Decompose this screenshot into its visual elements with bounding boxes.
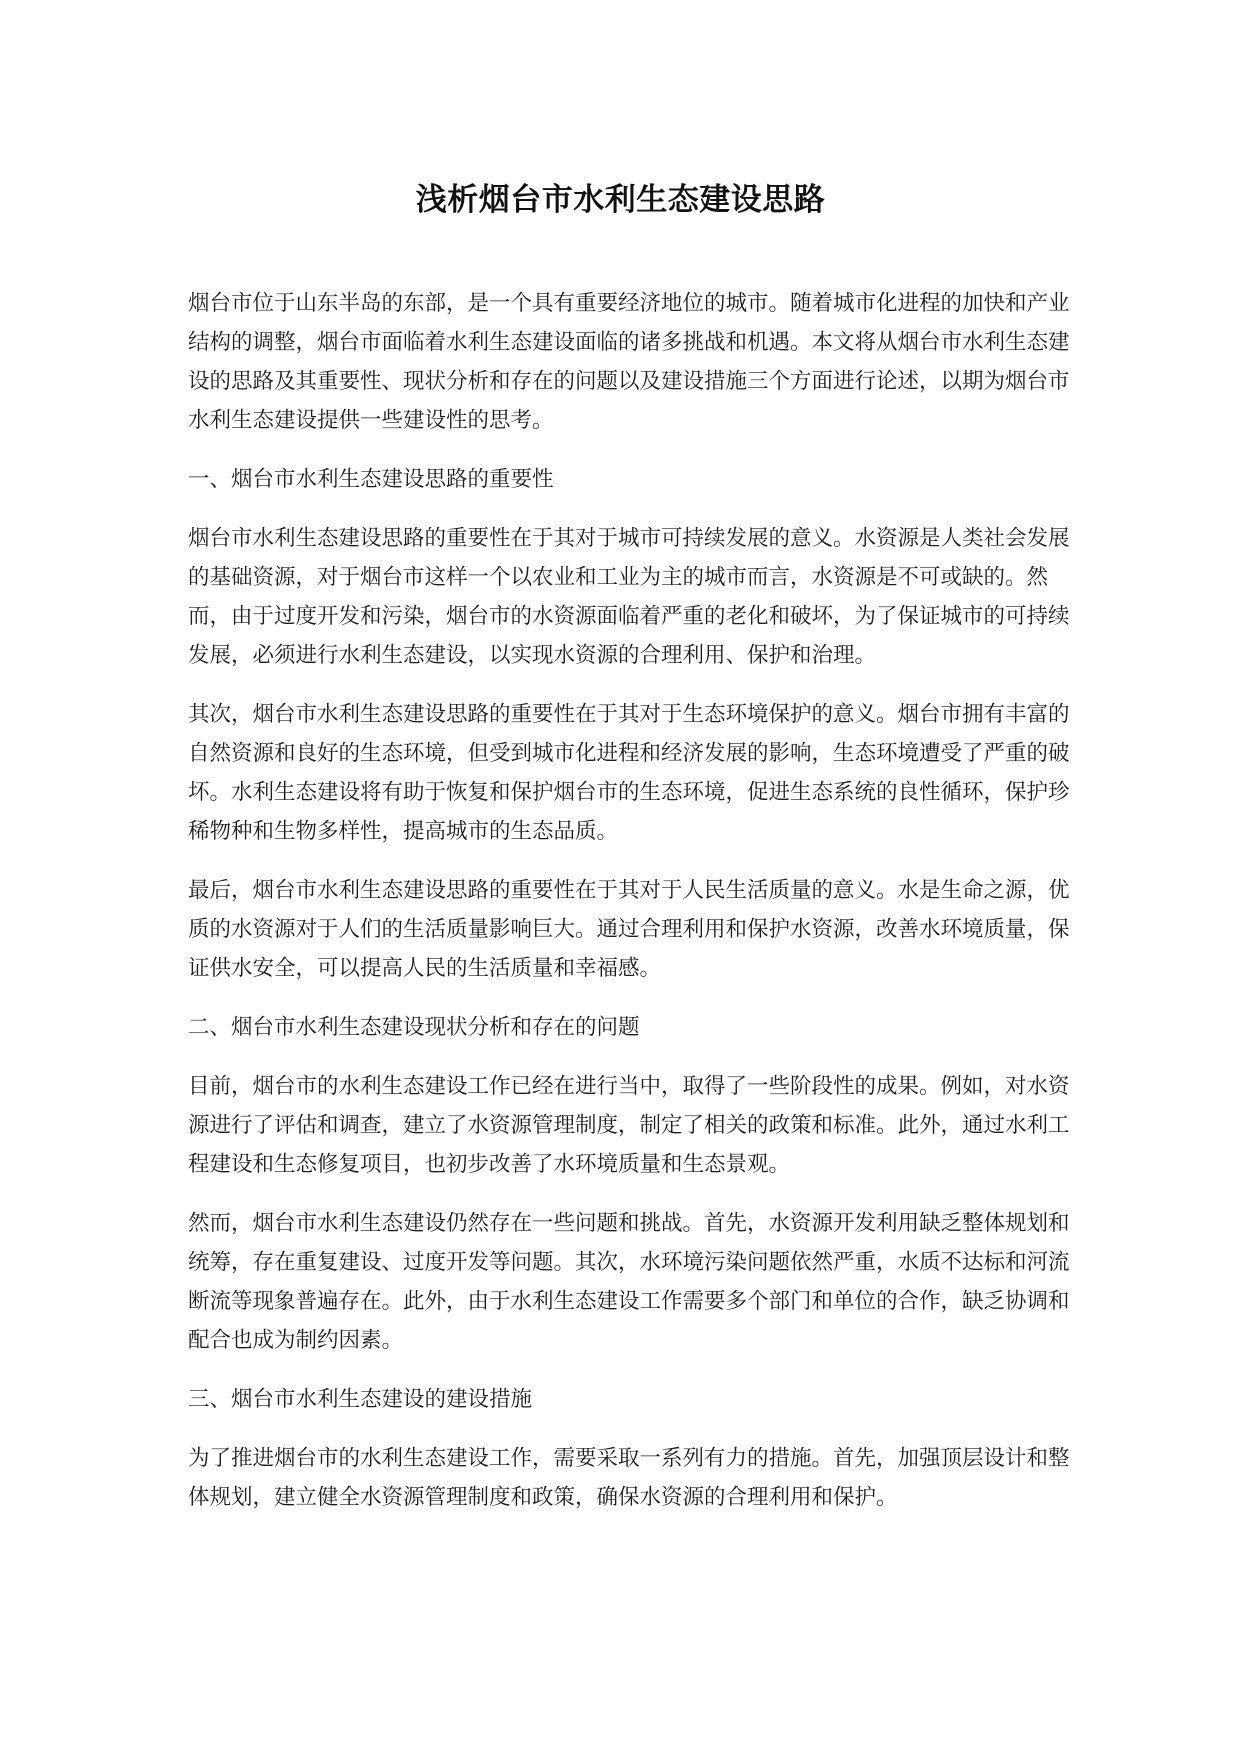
section-2-paragraph-2: 然而，烟台市水利生态建设仍然存在一些问题和挑战。首先，水资源开发利用缺乏整体规划和统筹，存在重复建设、过度开发等问题。其次，水环境污染问题依然严重，水质不达标和河流断流等现象普遍存在。此外，由于水利生态建设工作需要多个部门和单位的合作，缺乏协调和配合也成为制约因素。 (188, 1211, 1070, 1353)
document-title: 浅析烟台市水利生态建设思路 (415, 182, 826, 218)
section-heading-3: 三、烟台市水利生态建设的建设措施 (188, 1387, 533, 1412)
intro-paragraph: 烟台市位于山东半岛的东部，是一个具有重要经济地位的城市。随着城市化进程的加快和产业结构的调整，烟台市面临着水利生态建设面临的诸多挑战和机遇。本文将从烟台市水利生态建设的思路及其重要性、现状分析和存在的问题以及建设措施三个方面进行论述，以期为烟台市水利生态建设提供一些建设性的思考。 (188, 291, 1070, 433)
section-2-paragraph-1: 目前，烟台市的水利生态建设工作已经在进行当中，取得了一些阶段性的成果。例如，对水资源进行了评估和调查，建立了水资源管理制度，制定了相关的政策和标准。此外，通过水利工程建设和生态修复项目，也初步改善了水环境质量和生态景观。 (188, 1074, 1070, 1177)
section-1-paragraph-3: 最后，烟台市水利生态建设思路的重要性在于其对于人民生活质量的意义。水是生命之源，优质的水资源对于人们的生活质量影响巨大。通过合理利用和保护水资源，改善水环境质量，保证供水安全，可以提高人民的生活质量和幸福感。 (188, 878, 1070, 981)
section-1-paragraph-1: 烟台市水利生态建设思路的重要性在于其对于城市可持续发展的意义。水资源是人类社会发展的基础资源，对于烟台市这样一个以农业和工业为主的城市而言，水资源是不可或缺的。然而，由于过度开发和污染，烟台市的水资源面临着严重的老化和破坏，为了保证城市的可持续发展，必须进行水利生态建设，以实现水资源的合理利用、保护和治理。 (188, 526, 1070, 668)
section-3-paragraph-1: 为了推进烟台市的水利生态建设工作，需要采取一系列有力的措施。首先，加强顶层设计和整体规划，建立健全水资源管理制度和政策，确保水资源的合理利用和保护。 (188, 1446, 1070, 1510)
section-heading-1: 一、烟台市水利生态建设思路的重要性 (188, 467, 554, 492)
section-heading-2: 二、烟台市水利生态建设现状分析和存在的问题 (188, 1015, 640, 1040)
section-1-paragraph-2: 其次，烟台市水利生态建设思路的重要性在于其对于生态环境保护的意义。烟台市拥有丰富的自然资源和良好的生态环境，但受到城市化进程和经济发展的影响，生态环境遭受了严重的破坏。水利生态建设将有助于恢复和保护烟台市的生态环境，促进生态系统的良性循环，保护珍稀物种和生物多样性，提高城市的生态品质。 (188, 702, 1070, 844)
document-body (188, 284, 1078, 1537)
